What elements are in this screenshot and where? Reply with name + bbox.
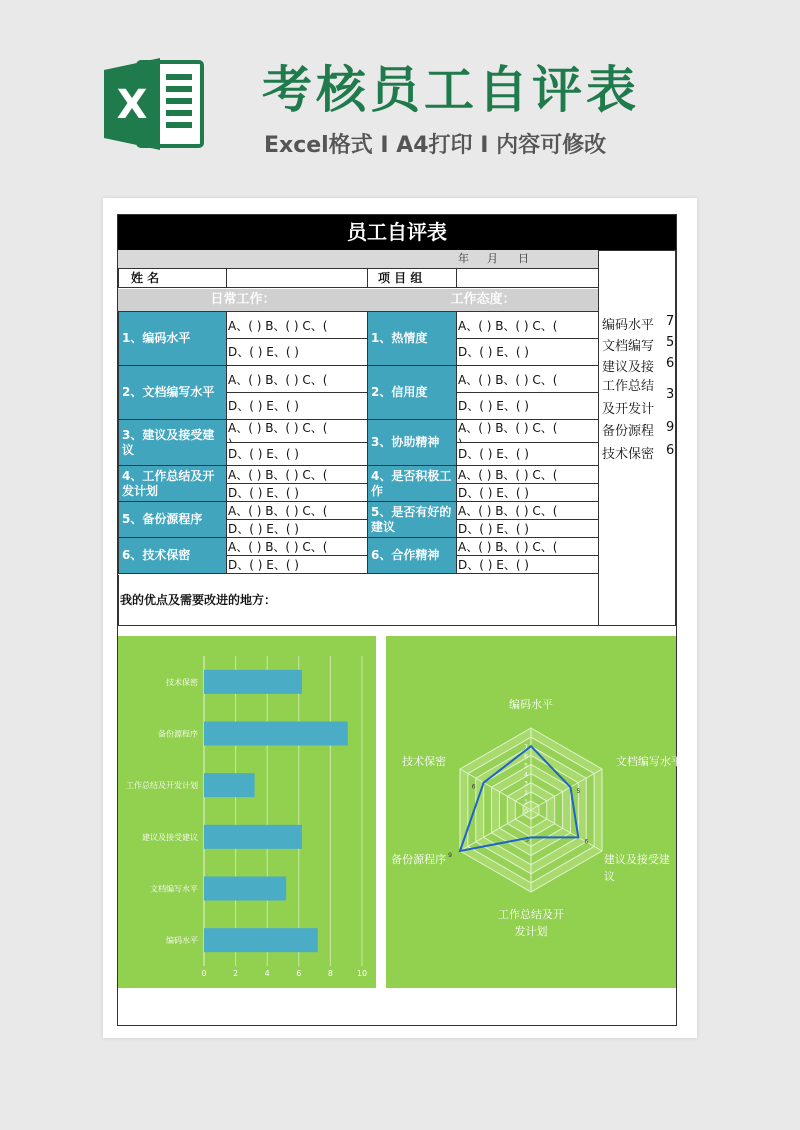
criteria-label: 6、合作精神 [367,537,457,574]
option-line-de[interactable]: D、( ) E、( ) [456,555,599,574]
bar-x-tick-label: 8 [327,969,333,978]
form-title: 员工自评表 [118,215,676,250]
radar-scale-label: 4 [524,771,528,779]
bar-mark [204,773,255,797]
radar-axis-label: 编码水平 [509,698,553,711]
radar-axis-label: 文档编写水平 [615,755,682,768]
radar-scale-label: 2 [524,789,528,797]
radar-scale-label: 0 [524,808,528,815]
page-title: 考核员工自评表 [262,61,640,119]
bar-category-label: 技术保密 [166,677,198,687]
project-label: 项 目 组 [367,268,457,288]
side-summary-value: 5 [666,335,675,350]
side-summary-label: 编码水平 [602,318,655,333]
bar-category-label: 文档编写水平 [150,884,198,894]
option-line-abc[interactable]: A、( ) B、( ) C、( [226,501,368,520]
option-line-abc[interactable]: A、( ) B、( ) C、( [226,465,368,484]
option-line-de[interactable]: D、( ) E、( ) [456,392,599,420]
bar-mark [204,670,302,694]
radar-value-label: 3 [525,836,529,844]
bar-mark [204,825,302,849]
logo-letter: X [116,82,148,128]
radar-value-label: 5 [576,788,581,796]
bar-mark [204,877,286,901]
name-input[interactable] [226,268,368,288]
option-line-de[interactable]: D、( ) E、( ) [456,442,599,466]
side-summary-value: 9 [666,420,675,435]
bar-category-label: 编码水平 [166,936,198,946]
option-line-abc[interactable]: A、( ) B、( ) C、( [226,311,368,339]
page-subtitle: Excel格式 I A4打印 I 内容可修改 [264,133,607,158]
criteria-label: 3、协助精神 [367,419,457,466]
option-line-abc[interactable]: A、( ) B、( ) C、( [226,365,368,393]
criteria-label: 2、文档编写水平 [118,365,227,420]
option-line-de[interactable]: D、( ) E、( ) [456,519,599,538]
side-summary-label: 建议及接 [602,360,655,375]
radar-chart [386,636,682,988]
section-work-attitude: 工作态度： [368,289,598,311]
improvement-note-label: 我的优点及需要改进的地方： [120,593,277,607]
criteria-label: 5、备份源程序 [118,501,227,538]
option-line-abc[interactable] [226,419,368,443]
criteria-label: 2、信用度 [367,365,457,420]
option-line-de[interactable]: D、( ) E、( ) [456,483,599,502]
radar-axis-label: 备份源程序 [391,853,447,866]
option-line-de[interactable]: D、( ) E、( ) [226,519,368,538]
bar-x-tick-label: 4 [264,969,270,978]
side-summary-label: 备份源程 [602,424,655,439]
side-summary-value: 6 [666,356,675,371]
date-row [118,250,598,268]
option-line-abc[interactable] [456,419,599,443]
criteria-label: 1、编码水平 [118,311,227,366]
radar-scale-label: 3 [524,780,528,788]
option-line-de[interactable]: D、( ) E、( ) [226,483,368,502]
option-line-abc[interactable]: A、( ) B、( ) C、( [456,465,599,484]
bar-category-label: 工作总结及开发计划 [126,781,198,791]
bar-x-tick-label: 6 [296,969,302,978]
radar-scale-label: 6 [524,753,528,761]
bar-x-tick-label: 2 [233,969,239,978]
option-line-de[interactable]: D、( ) E、( ) [226,338,368,366]
bar-chart [118,636,376,988]
option-line-de[interactable]: D、( ) E、( ) [226,392,368,420]
radar-scale-label: 1 [524,798,528,806]
criteria-label: 1、热情度 [367,311,457,366]
criteria-label: 5、是否有好的建议 [367,501,457,538]
excel-logo-icon [104,56,204,152]
side-summary-value: 6 [666,443,675,458]
date-month-label: 月 [487,252,498,265]
radar-value-label: 6 [471,783,476,791]
bar-x-tick-label: 10 [356,969,368,978]
radar-value-label: 9 [448,852,452,859]
criteria-label: 4、工作总结及开发计划 [118,465,227,502]
option-line-de[interactable]: D、( ) E、( ) [456,338,599,366]
radar-scale-label: 5 [524,762,528,770]
radar-axis-label: 发计划 [514,925,548,938]
criteria-label: 6、技术保密 [118,537,227,574]
radar-scale-label: 7 [524,744,528,752]
side-summary-value: 7 [666,314,675,329]
radar-axis-label: 建议及接受建 [603,853,670,866]
radar-value-label: 6 [584,838,589,846]
date-year-label: 年 [458,252,469,265]
bar-category-label: 备份源程序 [158,729,198,739]
radar-axis-label: 议 [603,870,615,883]
option-line-abc[interactable]: A、( ) B、( ) C、( [226,537,368,556]
improvement-note-field[interactable] [118,575,599,626]
name-label: 姓 名 [118,268,227,288]
date-day-label: 日 [518,252,529,265]
option-line-abc[interactable]: A、( ) B、( ) C、( [456,537,599,556]
bar-mark [204,722,348,746]
criteria-label: 4、是否积极工作 [367,465,457,502]
section-daily-work: 日常工作： [118,289,368,311]
option-line-de[interactable]: D、( ) E、( ) [226,442,368,466]
page-header [0,0,800,200]
project-input[interactable] [456,268,599,288]
criteria-label: 3、建议及接受建议 [118,419,227,466]
radar-axis-label: 技术保密 [402,755,447,768]
side-summary-label: 及开发计 [602,402,655,417]
bar-category-label: 建议及接受建议 [142,832,198,842]
radar-axis-label: 工作总结及开 [498,908,564,921]
option-line-abc[interactable]: A、( ) B、( ) C、( [456,501,599,520]
option-text: A、( ) B、( ) C、( [458,421,558,435]
side-summary-label: 文档编写 [602,339,655,354]
bar-mark [204,928,318,952]
side-summary-value: 3 [666,387,675,402]
side-summary-label: 工作总结 [602,379,655,394]
option-line-abc[interactable]: A、( ) B、( ) C、( [456,365,599,393]
evaluation-form [117,214,682,1026]
option-text: A、( ) B、( ) C、( [228,421,328,435]
bar-x-tick-label: 0 [201,969,207,978]
side-summary-label: 技术保密 [602,447,655,462]
option-line-abc[interactable]: A、( ) B、( ) C、( [456,311,599,339]
option-line-de[interactable]: D、( ) E、( ) [226,555,368,574]
